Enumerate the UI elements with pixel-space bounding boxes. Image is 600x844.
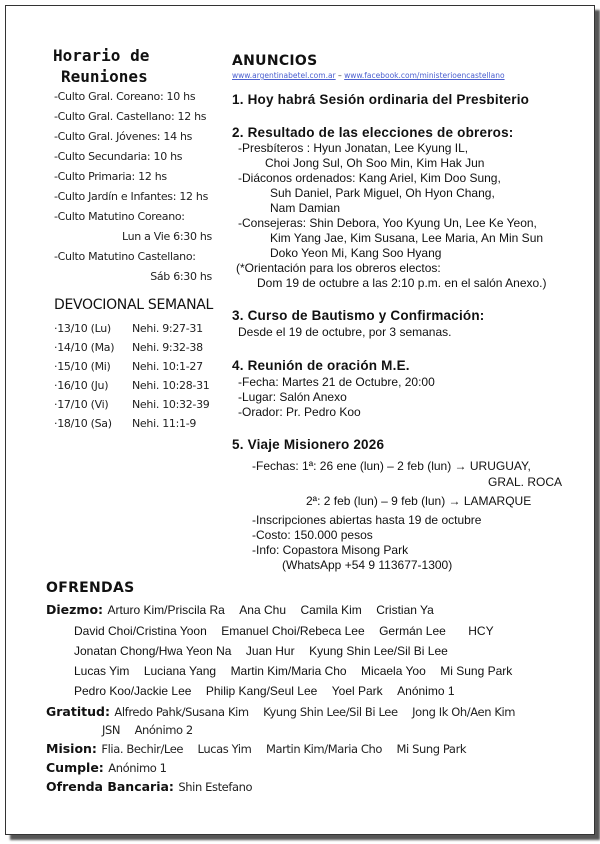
announcement-line: Nam Damian: [270, 201, 341, 215]
offering-name: Juan Hur: [245, 644, 295, 658]
diezmo-row: [46, 602, 434, 618]
devotional-date: ·13/10 (Lu): [54, 322, 111, 335]
announcement-line: -Fechas: 1ª: 26 ene (lun) – 2 feb (lun) → URUGUAY,: [252, 459, 531, 473]
bancaria-row: [46, 779, 252, 795]
announcement-line: Choi Jong Sul, Oh Soo Min, Kim Hak Jun: [265, 156, 485, 170]
offering-name: Mi Sung Park: [440, 664, 513, 678]
announcement-2-heading: 2. Resultado de las elecciones de obreros:: [232, 125, 514, 140]
offering-name: Anónimo 2: [134, 723, 193, 737]
links-row: [232, 71, 505, 81]
devotional-ref: Nehi. 11:1-9: [132, 417, 197, 430]
offering-name: Cristian Ya: [376, 603, 434, 617]
schedule-title-line1: Horario de: [53, 46, 150, 65]
schedule-item: -Culto Matutino Coreano:: [54, 210, 185, 223]
devotional-date: ·15/10 (Mi): [54, 360, 111, 373]
announcement-line: -Lugar: Salón Anexo: [238, 390, 347, 404]
devotional-title: DEVOCIONAL SEMANAL: [54, 297, 214, 313]
announcement-line: -Diáconos ordenados: Kang Ariel, Kim Doo Sung,: [238, 171, 501, 185]
announcement-line: (WhatsApp +54 9 113677-1300): [282, 558, 453, 572]
schedule-title-line2: Reuniones: [61, 67, 148, 86]
devotional-date: ·16/10 (Ju): [54, 379, 109, 392]
announcement-line: -Info: Copastora Misong Park: [252, 543, 409, 557]
announcement-line: Dom 19 de octubre a las 2:10 p.m. en el salón Anexo.): [257, 276, 547, 290]
diezmo-row: [74, 683, 455, 699]
announcement-5-heading: 5. Viaje Misionero 2026: [232, 437, 385, 452]
gratitud-label: Gratitud:: [46, 704, 110, 719]
devotional-ref: Nehi. 9:27-31: [132, 322, 203, 335]
offering-name: Emanuel Choi/Rebeca Lee: [221, 624, 365, 638]
announcement-line: GRAL. ROCA: [487, 475, 562, 489]
schedule-item: -Culto Matutino Castellano:: [54, 250, 196, 263]
offering-name: Shin Estefano: [178, 780, 253, 794]
announcement-line: (*Orientación para los obreros electos:: [236, 261, 441, 275]
announcement-line: Desde el 19 de octubre, por 3 semanas.: [238, 325, 452, 339]
offering-name: Kyung Shin Lee/Sil Bi Lee: [309, 644, 448, 658]
offering-name: Ana Chu: [239, 603, 286, 617]
announcements-title: ANUNCIOS: [232, 53, 318, 69]
schedule-item: -Culto Gral. Coreano: 10 hs: [54, 90, 196, 103]
announcement-line: -Orador: Pr. Pedro Koo: [238, 405, 361, 419]
mision-label: Mision:: [46, 741, 97, 756]
devotional-date: ·17/10 (Vi): [54, 398, 109, 411]
announcement-line: -Inscripciones abiertas hasta 19 de octubre: [252, 513, 482, 527]
link-separator: –: [338, 71, 342, 80]
announcement-line: Doko Yeon Mi, Kang Soo Hyang: [270, 246, 442, 260]
offering-name: Germán Lee: [379, 624, 446, 638]
diezmo-row: [74, 643, 448, 659]
announcement-line: Suh Daniel, Park Miguel, Oh Hyon Chang,: [270, 186, 495, 200]
schedule-item-time: Lun a Vie 6:30 hs: [121, 230, 212, 243]
devotional-date: ·18/10 (Sa): [54, 417, 112, 430]
offerings-title: OFRENDAS: [46, 580, 135, 596]
announcement-3-heading: 3. Curso de Bautismo y Confirmación:: [232, 308, 485, 323]
announcement-line: Kim Yang Jae, Kim Susana, Lee Maria, An Min Sun: [270, 231, 544, 245]
cumple-row: [46, 760, 167, 776]
announcement-4-heading: 4. Reunión de oración M.E.: [232, 358, 410, 373]
announcement-line: -Presbíteros : Hyun Jonatan, Lee Kyung IL,: [238, 141, 469, 155]
gratitud-row: [102, 722, 193, 738]
offering-name: JSN: [102, 723, 121, 737]
offering-name: Flia. Bechir/Lee: [101, 742, 184, 756]
diezmo-label: Diezmo:: [46, 602, 104, 617]
website-link[interactable]: www.argentinabetel.com.ar: [232, 71, 336, 80]
schedule-item: -Culto Gral. Castellano: 12 hs: [54, 110, 207, 123]
diezmo-row: [74, 623, 494, 639]
offering-name: Camila Kim: [300, 603, 362, 617]
offering-name: Micaela Yoo: [361, 664, 426, 678]
offering-name: Lucas Yim: [197, 742, 252, 756]
devotional-ref: Nehi. 10:28-31: [132, 379, 210, 392]
offering-name: Lucas Yim: [74, 664, 130, 678]
offering-name: Jong Ik Oh/Aen Kim: [412, 705, 516, 719]
cumple-label: Cumple:: [46, 760, 104, 775]
offering-name: Luciana Yang: [143, 664, 217, 678]
offering-name: Jonatan Chong/Hwa Yeon Na: [74, 644, 232, 658]
diezmo-row: [74, 663, 512, 679]
offering-name: HCY: [468, 624, 494, 638]
announcement-1-heading: 1. Hoy habrá Sesión ordinaria del Presbiterio: [232, 92, 530, 107]
facebook-link[interactable]: www.facebook.com/ministerioencastellano: [344, 71, 505, 80]
offering-name: Alfredo Pahk/Susana Kim: [114, 705, 249, 719]
offering-name: Martin Kim/Maria Cho: [265, 742, 383, 756]
schedule-item: -Culto Primaria: 12 hs: [54, 170, 167, 183]
announcement-line: 2ª: 2 feb (lun) – 9 feb (lun) → LAMARQUE: [306, 494, 532, 508]
devotional-date: ·14/10 (Ma): [54, 341, 115, 354]
devotional-ref: Nehi. 9:32-38: [132, 341, 203, 354]
offering-name: Anónimo 1: [108, 761, 167, 775]
bancaria-label: Ofrenda Bancaria:: [46, 779, 174, 794]
schedule-item: -Culto Secundaria: 10 hs: [54, 150, 183, 163]
devotional-ref: Nehi. 10:32-39: [132, 398, 210, 411]
mision-row: [46, 741, 466, 757]
devotional-ref: Nehi. 10:1-27: [132, 360, 203, 373]
announcement-line: -Fecha: Martes 21 de Octubre, 20:00: [238, 375, 435, 389]
offering-name: Mi Sung Park: [396, 742, 467, 756]
offering-name: Pedro Koo/Jackie Lee: [74, 684, 192, 698]
schedule-item: -Culto Jardín e Infantes: 12 hs: [54, 190, 209, 203]
announcement-line: -Costo: 150.000 pesos: [252, 528, 373, 542]
announcement-line: -Consejeras: Shin Debora, Yoo Kyung Un, Lee Ke Yeon,: [238, 216, 537, 230]
offering-name: Yoel Park: [331, 684, 383, 698]
offering-name: Arturo Kim/Priscila Ra: [107, 603, 225, 617]
offering-name: Kyung Shin Lee/Sil Bi Lee: [263, 705, 398, 719]
schedule-item: -Culto Gral. Jóvenes: 14 hs: [54, 130, 193, 143]
offering-name: David Choi/Cristina Yoon: [74, 624, 207, 638]
offering-name: Philip Kang/Seul Lee: [205, 684, 318, 698]
gratitud-row: [46, 704, 515, 720]
schedule-item-time: Sáb 6:30 hs: [150, 270, 212, 283]
offering-name: Anónimo 1: [397, 684, 455, 698]
offering-name: Martin Kim/Maria Cho: [230, 664, 347, 678]
